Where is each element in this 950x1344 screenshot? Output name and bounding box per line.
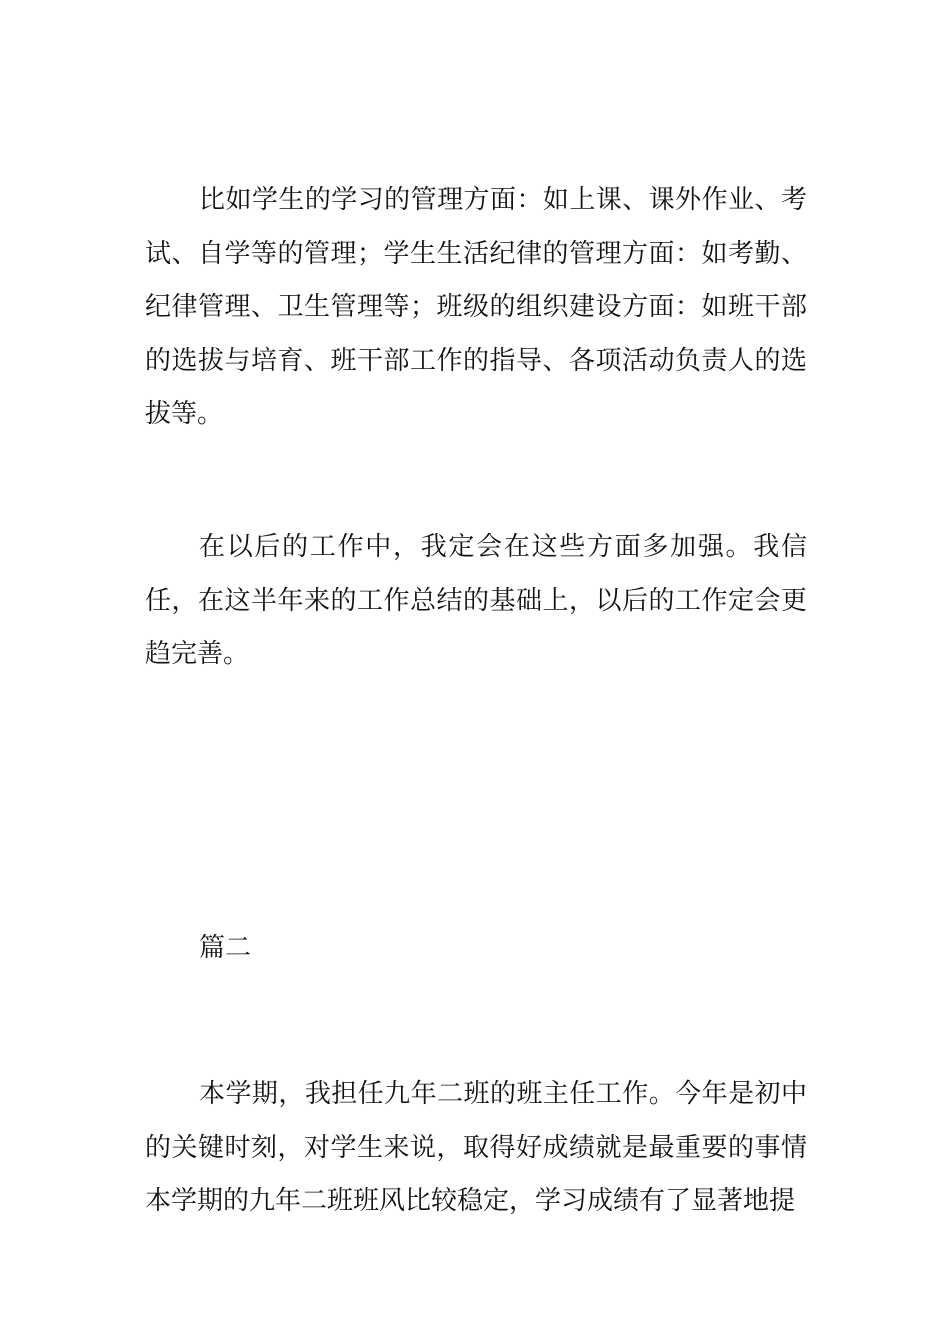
paragraph-semester-intro: 本学期，我担任九年二班的班主任工作。今年是初中的关键时刻，对学生来说，取得好成绩就是最重要的事情本学期的九年二班班风比较稳定，学习成绩有了显著地提 xyxy=(145,1079,807,1216)
section-heading: 篇二 xyxy=(199,933,252,963)
paragraph-management-aspects: 比如学生的学习的管理方面：如上课、课外作业、考试、自学等的管理；学生生活纪律的管理方面：如考勤、纪律管理、卫生管理等；班级的组织建设方面：如班干部的选拔与培育、班干部工作的指导、各项活动负责人的选拔等。 xyxy=(145,185,807,429)
paragraph-future-work: 在以后的工作中，我定会在这些方面多加强。我信任，在这半年来的工作总结的基础上，以后的工作定会更趋完善。 xyxy=(145,532,807,669)
